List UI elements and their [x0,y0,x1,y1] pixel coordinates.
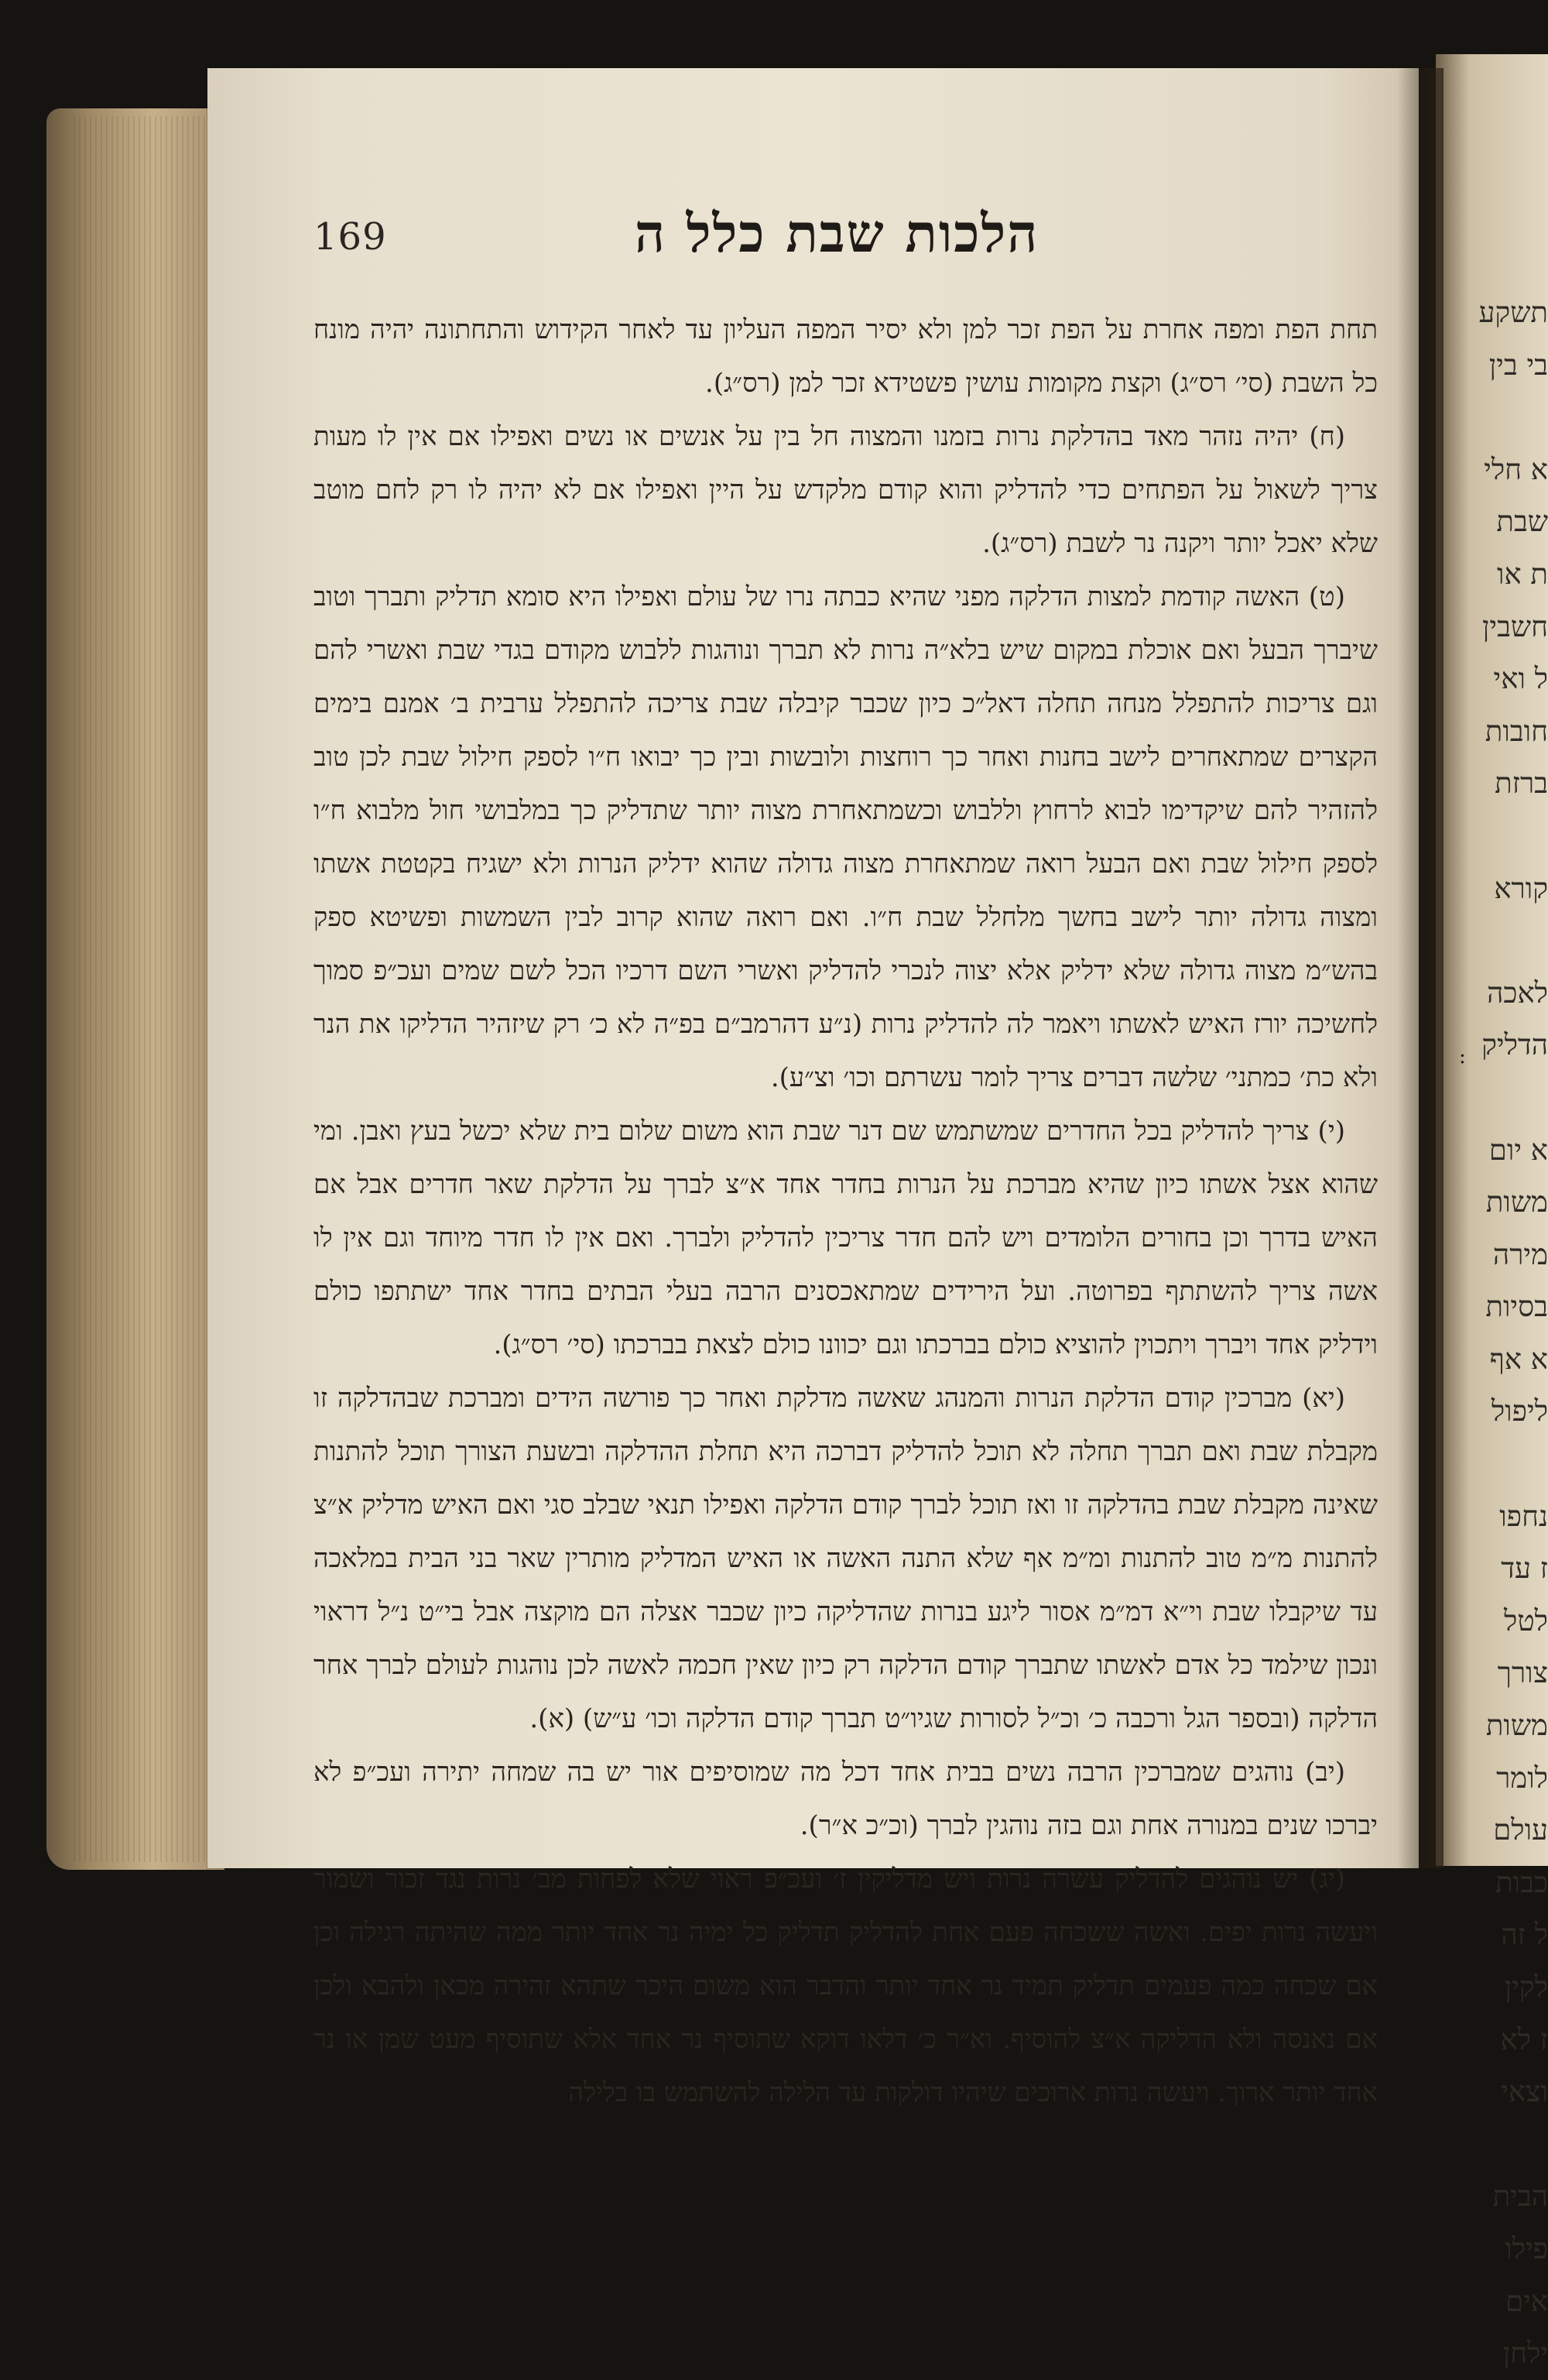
facing-page-line: שבת [1496,505,1548,539]
facing-page-line: לאכה [1487,976,1548,1010]
paragraph: (י) צריך להדליק בכל החדרים שמשתמש שם דנר שבת הוא משום שלום בית שלא יכשל בעץ ואבן. ומי שהוא אצל אשתו כיון שהיא מברכת על הנרות בחדר אחד א״צ לברך על הדלקת שאר חדרים אבל אם האיש בדרך וכן בחורים הלומדים ויש להם חדר צריכין להדליק ולברך. ואם אין לו חדר מיוחד וגם אין לו אשה צריך להשתתף בפרוטה. ועל הירידים שמתאכסנים הרבה בעלי הבתים בחדר אחד ישתתפו כולם וידליק אחד ויברך ויתכוין להוציא כולם בברכתו וגם יכוונו כולם לצאת בברכתו (סי׳ רס״ג). [313,1116,1378,1360]
paragraph: (ט) האשה קודמת למצות הדלקה מפני שהיא כבתה נרו של עולם ואפילו היא סומא תדליק ותברך וטוב שיברך הבעל ואם אוכלת במקום שיש בלא״ה נרות לא תברך ונוהגות ללבוש מקודם בגדי שבת ואשרי להם וגם צריכות להתפלל מנחה תחלה דאל״כ כיון שכבר קיבלה שבת צריכה להתפלל ערבית ב׳ אמנם בימים הקצרים שמתאחרים לישב בחנות ואחר כך רוחצות ולובשות ובין כך יבואו ח״ו לספק חילול שבת לכן טוב להזהיר להם שיקדימו לבוא לרחוץ וללבוש וכשמתאחרת מצוה יותר שתדליק כך במלבושי חול מלבוא ח״ו לספק חילול שבת ואם הבעל רואה שמתאחרת מצוה גדולה שהוא ידליק הנרות ולא ישגיח בקטטת אשתו ומצוה גדולה יותר לישב בחשך מלחלל שבת ח״ו. ואם רואה שהוא קרוב לבין השמשות ופשיטא ספק בהש״מ מצוה גדולה שלא ידליק אלא יצוה לנכרי להדליק ואשרי השם דרכיו הכל לשם שמים ועכ״פ סמוך לחשיכה יורז האיש לאשתו ויאמר לה להדליק נרות (נ״ע דהרמב״ם בפ״ה לא כ׳ רק שיזהיר הדליקו את הנר ולא כת׳ כמתני׳ שלשה דברים צריך לומר עשרתם וכו׳ וצ״ע). [313,581,1378,1093]
facing-page-line [1447,914,1548,967]
facing-page-line: צורך [1497,1656,1548,1690]
facing-page-line [1447,1438,1548,1490]
paragraph: (ח) יהיה נזהר מאד בהדלקת נרות בזמנו והמצוה חל בין על אנשים או נשים ואפילו אם אין לו מעות צריך לשאול על הפתחים כדי להדליק והוא קודם מלקדש על היין ואפילו אם לא יהיה לו רק לחם מוטב שלא יאכל יותר ויקנה נר לשבת (רס״ג). [313,421,1378,559]
facing-page-line: חשבין [1481,609,1548,643]
facing-page-line: משות [1485,1709,1548,1743]
paragraph: (יא) מברכין קודם הדלקת הנרות והמנהג שאשה מדלקת ואחר כך פורשה הידים ומברכת שבהדלקה זו מקבלת שבת ואם תברך תחלה לא תוכל להדליק דברכה היא תחלת ההדלקה ובשעת הצורך תוכל להתנות שאינה מקבלת שבת בהדלקה זו ואז תוכל לברך קודם הדלקה ואפילו תנאי שבלב סגי ואם האיש מדליק א״צ להתנות מ״מ טוב להתנות ומ״מ אף שלא התנה האשה או האיש המדליק מותרין שאר בני הבית במלאכה עד שיקבלו שבת וי״א דמ״מ אסור ליגע בנרות שהדליקה כיון שכבר אצלה הם מוקצה אבל בי״ט נ״ל דראוי ונכון שילמד כל אדם לאשתו שתברך קודם הדלקה רק כיון שאין חכמה לאשה לכן נוהגות לעולם לברך אחר הדלקה (ובספר הגל ורכבה כ׳ וכ״ל לסורות שגיו״ט תברך קודם הדלקה וכו׳ ע״ש) (א). [313,1383,1378,1734]
facing-page-line: משות [1485,1185,1548,1219]
facing-page-line [1447,2118,1548,2171]
facing-page-line: ברזת [1495,766,1548,801]
facing-page-line [1447,1072,1548,1124]
paragraph: (יג) יש נוהגים להדליק עשרה נרות ויש מדליקין ז׳ ועכ״פ ראוי שלא לפחות מב׳ נרות נגד זכור ושמור ויעשה נרות יפים. ואשה ששכחה פעם אחת להדליק תדליק כל ימיה נר אחד יותר ממה שהיתה רגילה וכן אם שכחה כמה פעמים תדליק תמיד נר אחד יותר והדבר הוא משום היכר שתהא זהירה מכאן ולהבא ולכן אם נאנסה ולא הדליקה א״צ להוסיף. וא״ר כ׳ דלאו דוקא שתוסיף נר אחד אלא שתוסיף מעט שמן או נר אחד יותר ארוך. ויעשה נרות ארוכים שיהיו דולקות עד הלילה להשתמש בו בלילה [313,1864,1378,2108]
running-title: הלכות שבת כלל ה [635,203,1039,265]
facing-page-line: ת או [1497,557,1548,591]
facing-page-line [1447,810,1548,862]
facing-page-line: בי בין [1488,348,1548,382]
facing-page-line: ל זה [1501,1918,1548,1952]
facing-page [1436,54,1548,2371]
facing-page-line: הדליק [1481,1028,1548,1062]
facing-page-line: פילו [1505,2231,1548,2265]
body-text [313,304,1378,2120]
facing-page-line [1447,391,1548,444]
facing-page-line: א אף [1489,1342,1548,1376]
facing-page-line: לומר [1496,1761,1548,1795]
paragraph: תחת הפת ומפה אחרת על הפת זכר למן ולא יסיר המפה העליון עד לאחר הקידוש והתחתונה יהיה מונח כל השבת (סי׳ רס״ג) וקצת מקומות עושין פשטידא זכר למן (רס״ג). [313,314,1378,399]
facing-page-line: חובות [1485,714,1548,748]
facing-page-line: בסיות [1485,1290,1548,1324]
facing-page-line: ז לא [1500,2022,1548,2056]
page-number: 169 [313,215,387,259]
facing-page-line: מירה [1492,1237,1548,1271]
margin-dots: : [1459,1045,1466,1068]
facing-page-line: לקין [1504,1970,1548,2004]
facing-page-line: קורא [1494,871,1548,905]
paragraph: (יב) נוהגים שמברכין הרבה נשים בבית אחד דכל מה שמוסיפים אור יש בה שמחה יתירה ועכ״פ לא יברכו שנים במנורה אחת וגם בזה נוהגין לברך (וכ״כ א״ר). [313,1757,1378,1841]
facing-page-line: א יום [1488,1133,1548,1167]
facing-page-line: עולם [1493,1813,1548,1847]
facing-page-line: לטל [1504,1603,1548,1638]
facing-page-line: ז עד [1501,1552,1548,1586]
facing-page-line: ליפול [1491,1394,1548,1428]
page-edge-texture [74,116,221,1862]
facing-page-line: א חלי [1484,452,1548,486]
facing-page-line: אים [1505,2284,1548,2318]
facing-page-line: הבית [1492,2179,1548,2214]
facing-page-line: נחפו [1499,1499,1548,1533]
facing-page-line: כבות [1495,1865,1548,1899]
facing-page-line: וצאי [1501,2075,1548,2109]
facing-page-text [1447,286,1548,2380]
facing-page-line: ילחן [1502,2337,1548,2371]
facing-page-line: ל ואי [1493,662,1548,696]
spine-shadow [1397,68,1444,1868]
facing-page-line: תשקע [1478,296,1548,329]
